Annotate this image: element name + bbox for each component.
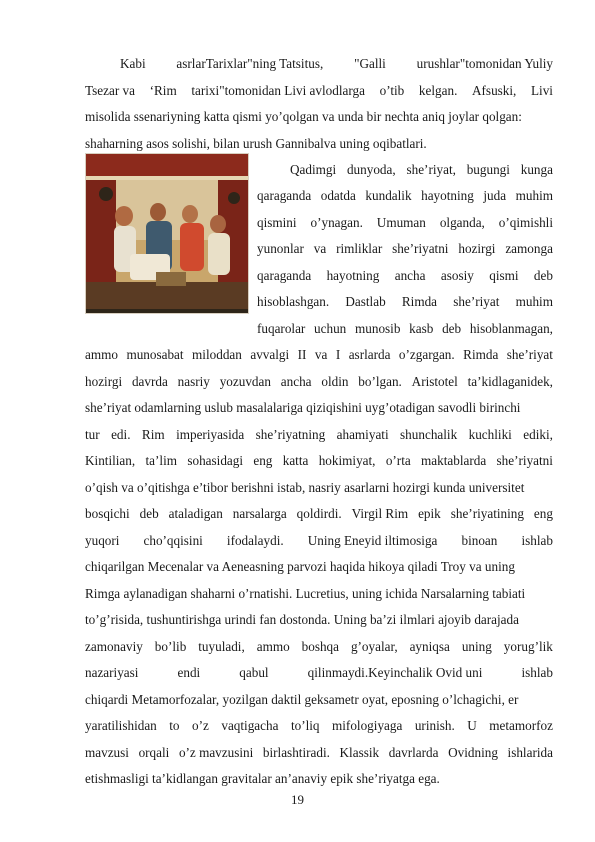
text-line — [85, 692, 553, 708]
word-segment: tarixi"tomonidan Livi avlodlarga — [191, 83, 365, 98]
word-segment: ishlab — [521, 665, 553, 680]
word-segment: o’tib — [379, 83, 405, 98]
word-segment: yaratilishidan — [85, 718, 157, 733]
word-segment: Rimda — [463, 347, 499, 362]
word-segment: boshqa — [301, 639, 339, 654]
text-line — [85, 400, 553, 416]
word-segment: she’riyatining — [450, 506, 524, 521]
text-line — [257, 268, 553, 284]
word-segment: chiqarilgan Mecenalar va Aeneasning parvozi haqida hikoya qiladi Troy va uning — [85, 559, 515, 574]
text-line — [120, 56, 553, 72]
text-line — [85, 771, 553, 787]
word-segment: U — [467, 718, 477, 733]
text-line — [85, 347, 553, 363]
word-segment: hayotning — [326, 268, 380, 283]
word-segment: Uning Eneyid iltimosiga — [307, 533, 438, 548]
word-segment: shunchalik — [400, 427, 458, 442]
word-segment: binoan — [461, 533, 498, 548]
word-segment: ammo — [256, 639, 290, 654]
word-segment: ancha — [394, 268, 426, 283]
word-segment: o’z mavzusini — [178, 745, 254, 760]
text-line — [85, 533, 553, 549]
word-segment: metamorfoz — [489, 718, 553, 733]
text-line — [85, 83, 553, 99]
word-segment: cho’qqisini — [143, 533, 203, 548]
word-segment: Afsuski, — [472, 83, 517, 98]
word-segment: yozuvdan — [219, 374, 271, 389]
word-segment: olganda, — [439, 215, 485, 230]
word-segment: ediki, — [523, 427, 553, 442]
word-segment: Klassik — [339, 745, 380, 760]
word-segment: qaraganda — [257, 188, 312, 203]
word-segment: ta’kidlaganidek, — [467, 374, 553, 389]
word-segment: davrda — [131, 374, 168, 389]
word-segment: davrlarda — [388, 745, 439, 760]
word-segment: sohasidagi — [187, 453, 244, 468]
word-segment: g’oyalar, — [350, 639, 398, 654]
word-segment: to’g’risida, tushuntirishga urindi fan dostonda. Uning ba’zi ilmlari ajoyib darajada — [85, 612, 519, 627]
word-segment: hisoblashgan. — [257, 294, 330, 309]
word-segment: o’qimishli — [498, 215, 553, 230]
word-segment: mavzusi — [85, 745, 129, 760]
text-line — [257, 321, 553, 337]
word-segment: ayniqsa — [409, 639, 450, 654]
word-segment: odatda — [320, 188, 356, 203]
word-segment: ataladigan — [168, 506, 223, 521]
word-segment: ta’lim — [145, 453, 178, 468]
word-segment: yorug’lik — [503, 639, 553, 654]
word-segment: edi. — [111, 427, 131, 442]
word-segment: dunyoda, — [346, 162, 396, 177]
word-segment: bosqichi — [85, 506, 130, 521]
page-number: 19 — [291, 792, 304, 807]
word-segment: Kabi — [120, 56, 146, 71]
word-segment: qismi — [489, 268, 519, 283]
word-segment: hozirgi — [85, 374, 123, 389]
word-segment: yuqori — [85, 533, 120, 548]
word-segment: Virgil Rim — [351, 506, 409, 521]
text-line — [257, 188, 553, 204]
word-segment: Rim — [141, 427, 165, 442]
word-segment: o’rta — [385, 453, 411, 468]
text-line — [85, 374, 553, 390]
word-segment: tur — [85, 427, 100, 442]
word-segment: she’riyatni — [392, 241, 449, 256]
text-line — [85, 718, 553, 734]
word-segment: she’riyatni — [496, 453, 553, 468]
word-segment: miloddan — [192, 347, 242, 362]
word-segment: she’riyatning — [255, 427, 326, 442]
word-segment: birlashtiradi. — [262, 745, 330, 760]
word-segment: Aristotel — [411, 374, 458, 389]
word-segment: zamonaviy — [85, 639, 143, 654]
word-segment: yunonlar — [257, 241, 304, 256]
word-segment: deb — [139, 506, 159, 521]
word-segment: nasriy — [177, 374, 210, 389]
text-line — [257, 294, 553, 310]
word-segment: Ovidning — [448, 745, 498, 760]
word-segment: maktablarda — [421, 453, 487, 468]
word-segment: bo’lib — [154, 639, 187, 654]
word-segment: to — [169, 718, 180, 733]
text-line — [85, 559, 553, 575]
text-line — [85, 480, 553, 496]
word-segment: bugungi — [466, 162, 510, 177]
word-segment: o’z — [192, 718, 209, 733]
word-segment: kelgan. — [418, 83, 458, 98]
word-segment: Umuman — [376, 215, 426, 230]
word-segment: ishlab — [521, 533, 553, 548]
word-segment: qoldirdi. — [296, 506, 342, 521]
word-segment: etishmasligi ta’kidlangan gravitalar an’anaviy epik she’riyatga ega. — [85, 771, 440, 786]
word-segment: Dastlab — [345, 294, 386, 309]
text-line — [257, 241, 553, 257]
text-line — [85, 453, 553, 469]
word-segment: urushlar"tomonidan Yuliy — [416, 56, 553, 71]
word-segment: Rimda — [401, 294, 438, 309]
word-segment: munosib — [355, 321, 401, 336]
word-segment: eng — [533, 506, 553, 521]
word-segment: Qadimgi — [290, 162, 337, 177]
word-segment: qaraganda — [257, 268, 312, 283]
word-segment: misolida ssenariyning katta qismi yo’qolgan va unda bir nechta aniq joylar qolgan: — [85, 109, 522, 124]
word-segment: fuqarolar — [257, 321, 306, 336]
text-line — [85, 586, 553, 602]
word-segment: hokimiyat, — [318, 453, 376, 468]
word-segment: uchun — [314, 321, 347, 336]
word-segment: va — [314, 347, 328, 362]
word-segment: she’riyat — [453, 294, 500, 309]
text-line — [85, 745, 553, 761]
word-segment: o’qish va o’qitishga e’tibor berishni istab, nasriy asarlarni hozirgi kunda universitet — [85, 480, 525, 495]
word-segment: urinish. — [414, 718, 455, 733]
word-segment: she’riyat odamlarning uslub masalalariga qiziqishini uyg’otadigan savodli birinchi — [85, 400, 521, 415]
word-segment: kuchliki — [468, 427, 512, 442]
word-segment: epik — [418, 506, 441, 521]
text-line — [85, 136, 553, 152]
word-segment: ‘Rim — [149, 83, 177, 98]
word-segment: shaharning asos solishi, bilan urush Gannibalva uning oqibatlari. — [85, 136, 427, 151]
word-segment: kundalik — [365, 188, 412, 203]
word-segment: va — [313, 241, 327, 256]
word-segment: oldin — [321, 374, 349, 389]
word-segment: kunga — [520, 162, 553, 177]
word-segment: ishlarida — [507, 745, 553, 760]
text-line — [85, 612, 553, 628]
word-segment: nazariyasi — [85, 665, 139, 680]
word-segment: Tsezar va — [85, 83, 135, 98]
word-segment: narsalarga — [232, 506, 287, 521]
word-segment: imperiyasida — [176, 427, 245, 442]
word-segment: zamonga — [505, 241, 553, 256]
word-segment: ifodalaydi. — [226, 533, 284, 548]
word-segment: muhim — [515, 188, 553, 203]
text-line — [85, 506, 553, 522]
word-segment: avvalgi — [250, 347, 290, 362]
word-segment: she’riyat — [506, 347, 553, 362]
word-segment: she’riyat, — [406, 162, 456, 177]
word-segment: tuyuladi, — [198, 639, 245, 654]
word-segment: to’liq — [290, 718, 320, 733]
word-segment: o’zgargan. — [398, 347, 455, 362]
text-line — [85, 109, 553, 125]
word-segment: orqali — [138, 745, 170, 760]
word-segment: qismini — [257, 215, 297, 230]
word-segment: deb — [533, 268, 553, 283]
word-segment: ancha — [280, 374, 312, 389]
word-segment: asosiy — [440, 268, 474, 283]
word-segment: II — [297, 347, 307, 362]
word-segment: chiqardi Metamorfozalar, yozilgan daktil geksametr oyat, eposning o’lchagichi, er — [85, 692, 519, 707]
word-segment: Livi — [530, 83, 553, 98]
word-segment: endi — [177, 665, 201, 680]
word-segment: asrlarda — [348, 347, 391, 362]
word-segment: hayotning — [421, 188, 474, 203]
word-segment: deb — [442, 321, 462, 336]
word-segment: vaqtigacha — [221, 718, 279, 733]
word-segment: uning — [461, 639, 492, 654]
word-segment: mifologiyaga — [332, 718, 403, 733]
word-segment: Rimga aylanadigan shaharni o’rnatishi. Lucretius, uning ichida Narsalarning tabiati — [85, 586, 526, 601]
word-segment: katta — [282, 453, 309, 468]
word-segment: kasb — [409, 321, 434, 336]
word-segment: ahamiyati — [336, 427, 389, 442]
word-segment: hozirgi — [458, 241, 496, 256]
word-segment: rimliklar — [336, 241, 383, 256]
word-segment: qabul — [239, 665, 269, 680]
word-segment: juda — [483, 188, 507, 203]
word-segment: Kintilian, — [85, 453, 136, 468]
word-segment: eng — [253, 453, 273, 468]
text-line — [85, 427, 553, 443]
fresco-painting-icon — [85, 153, 249, 314]
word-segment: "Galli — [354, 56, 386, 71]
text-line — [257, 215, 553, 231]
word-segment: muhim — [515, 294, 553, 309]
text-line — [85, 665, 553, 681]
word-segment: I — [335, 347, 341, 362]
word-segment: asrlarTarixlar"ning Tatsitus, — [176, 56, 324, 71]
text-line — [85, 639, 553, 655]
word-segment: qilinmaydi.Keyinchalik Ovid uni — [307, 665, 483, 680]
word-segment: o’ynagan. — [310, 215, 363, 230]
word-segment: bo’lgan. — [358, 374, 402, 389]
word-segment: munosabat — [126, 347, 184, 362]
text-line — [290, 162, 553, 178]
word-segment: hisoblanmagan, — [469, 321, 553, 336]
word-segment: ammo — [85, 347, 118, 362]
